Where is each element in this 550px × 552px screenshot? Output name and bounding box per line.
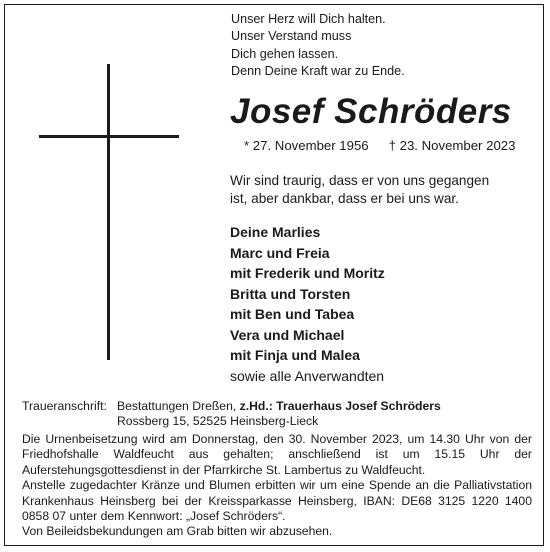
poem [231,11,405,81]
family-list [230,222,385,386]
poem-line: Unser Verstand muss [231,29,352,44]
mourning-address [22,399,441,430]
address-line2: Rossberg 15, 52525 Heinsberg-Lieck [117,414,319,429]
notice-body [22,432,532,540]
poem-line: Dich gehen lassen. [231,46,339,61]
family-member: Vera und Michael [230,326,345,343]
address-line1-bold: z.Hd.: Trauerhaus Josef Schröders [239,399,441,413]
address-line1-prefix: Bestattungen Dreßen, [117,399,240,413]
deceased-name: Josef Schröders [230,92,512,131]
cross-horizontal-bar [39,135,179,138]
cross-vertical-bar [107,64,110,360]
family-member: Deine Marlies [230,224,321,240]
family-member: Britta und Torsten [230,285,351,302]
poem-line: Denn Deine Kraft war zu Ende. [231,64,405,79]
funeral-paragraph: Die Urnenbeisetzung wird am Donnerstag, den 30. November 2023, um 14.30 Uhr von der Friedhofshalle Waldfeucht aus gehalten; anschließend ist um 15.15 Uhr der Auferstehungsgottesdienst in der Pfarrkirche St. Lambertus zu Waldfeucht. [22,432,532,477]
death-date: † 23. November 2023 [388,138,516,153]
family-member: mit Frederik und Moritz [230,265,385,281]
address-label: Traueranschrift: [22,399,107,413]
donation-paragraph: Anstelle zugedachter Kränze und Blumen erbitten wir um eine Spende an die Palliativstation Krankenhaus Heinsberg bei der Kreissparkasse Heinsberg, IBAN: DE68 3125 1220 1400 0858 07 unter dem Kennwort: „Josef Schröders“. [22,478,532,524]
mourning-text [230,172,489,207]
family-member: mit Ben und Tabea [230,306,355,322]
family-closing: sowie alle Anverwandten [230,367,385,384]
poem-line: Unser Herz will Dich halten. [231,12,386,26]
birth-date: * 27. November 1956 [244,138,369,153]
family-member: mit Finja und Malea [230,347,360,363]
mourning-line: ist, aber dankbar, dass er bei uns war. [230,190,459,206]
family-member: Marc und Freia [230,244,330,261]
condolence-paragraph: Von Beileidsbekundungen am Grab bitten wir abzusehen. [22,524,333,539]
mourning-line: Wir sind traurig, dass er von uns gegangen [230,173,490,188]
life-dates [244,137,515,155]
